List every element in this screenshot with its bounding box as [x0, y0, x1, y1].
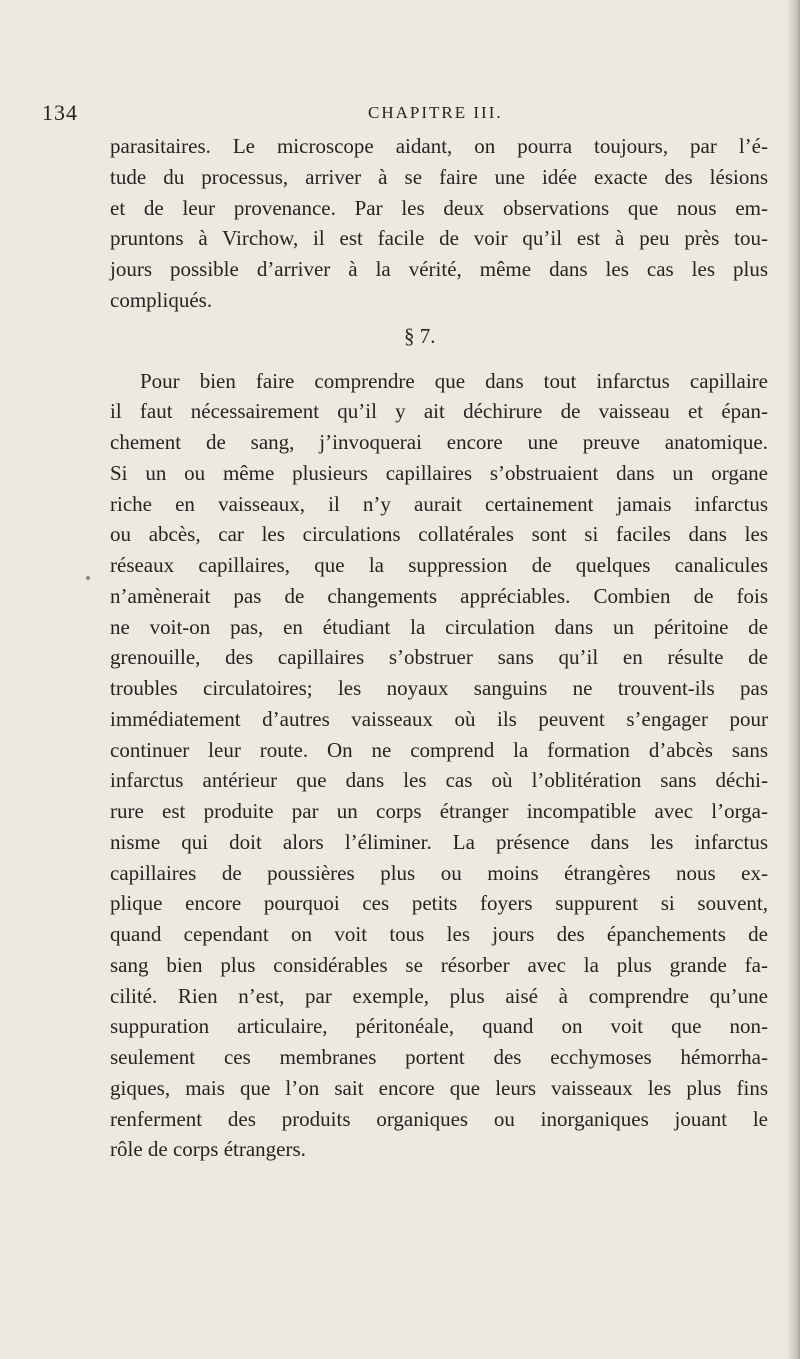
text-line: cilité. Rien n’est, par exemple, plus aisé à comprendre qu’une: [110, 983, 768, 1008]
page-edge-shadow: [786, 0, 800, 1359]
text-line: infarctus antérieur que dans les cas où l’oblitération sans déchi-: [110, 768, 768, 793]
text-line: quand cependant on voit tous les jours des épanchements de: [110, 922, 768, 946]
paragraph-gap: [110, 356, 768, 366]
ink-speck: [86, 576, 90, 580]
text-line: jours possible d’arriver à la vérité, même dans les cas les plus: [110, 257, 768, 281]
text-line: giques, mais que l’on sait encore que leurs vaisseaux les plus fins: [110, 1075, 768, 1100]
page-header: [42, 100, 762, 130]
text-line: pruntons à Virchow, il est facile de voir qu’il est à peu près tou-: [110, 226, 768, 251]
section-heading: § 7.: [404, 323, 436, 348]
text-line: Pour bien faire comprendre que dans tout infarctus capillaire: [140, 368, 768, 393]
text-line: plique encore pourquoi ces petits foyers suppurent si souvent,: [110, 891, 768, 916]
text-line: Si un ou même plusieurs capillaires s’obstruaient dans un organe: [110, 460, 768, 485]
running-head: CHAPITRE III.: [368, 103, 503, 122]
text-line: grenouille, des capillaires s’obstruer sans qu’il en résulte de: [110, 645, 768, 670]
page-number: 134: [42, 100, 78, 125]
text-line: il faut nécessairement qu’il y ait déchirure de vaisseau et épan-: [110, 399, 768, 424]
text-line: renferment des produits organiques ou inorganiques jouant le: [110, 1106, 768, 1131]
text-line: ne voit-on pas, en étudiant la circulation dans un péritoine de: [110, 614, 768, 639]
text-line: tude du processus, arriver à se faire une idée exacte des lésions: [110, 164, 768, 189]
text-line: ou abcès, car les circulations collatérales sont si faciles dans les: [110, 522, 768, 547]
text-line: parasitaires. Le microscope aidant, on pourra toujours, par l’é-: [110, 134, 768, 158]
text-line: compliqués.: [110, 287, 213, 312]
paragraph-1: [110, 131, 768, 316]
text-line: rôle de corps étrangers.: [110, 1137, 306, 1162]
text-line: chement de sang, j’invoquerai encore une preuve anatomique.: [110, 430, 768, 454]
text-line: et de leur provenance. Par les deux observations que nous em-: [110, 195, 768, 220]
text-line: capillaires de poussières plus ou moins étrangères nous ex-: [110, 860, 768, 885]
text-line: n’amènerait pas de changements appréciables. Combien de fois: [110, 583, 768, 608]
paragraph-2: [110, 366, 768, 1166]
text-line: suppuration articulaire, péritonéale, quand on voit que non-: [110, 1014, 768, 1039]
text-line: nisme qui doit alors l’éliminer. La présence dans les infarctus: [110, 829, 768, 854]
text-line: immédiatement d’autres vaisseaux où ils peuvent s’engager pour: [110, 706, 768, 731]
text-line: réseaux capillaires, que la suppression de quelques canalicules: [110, 553, 768, 577]
text-line: continuer leur route. On ne comprend la formation d’abcès sans: [110, 737, 768, 762]
text-line: riche en vaisseaux, il n’y aurait certainement jamais infarctus: [110, 491, 768, 516]
text-line: troubles circulatoires; les noyaux sanguins ne trouvent-ils pas: [110, 676, 768, 700]
body-text: [110, 131, 768, 1165]
text-line: sang bien plus considérables se résorber avec la plus grande fa-: [110, 952, 768, 977]
text-line: seulement ces membranes portent des ecchymoses hémorrha-: [110, 1045, 768, 1069]
text-line: rure est produite par un corps étranger incompatible avec l’orga-: [110, 799, 768, 823]
